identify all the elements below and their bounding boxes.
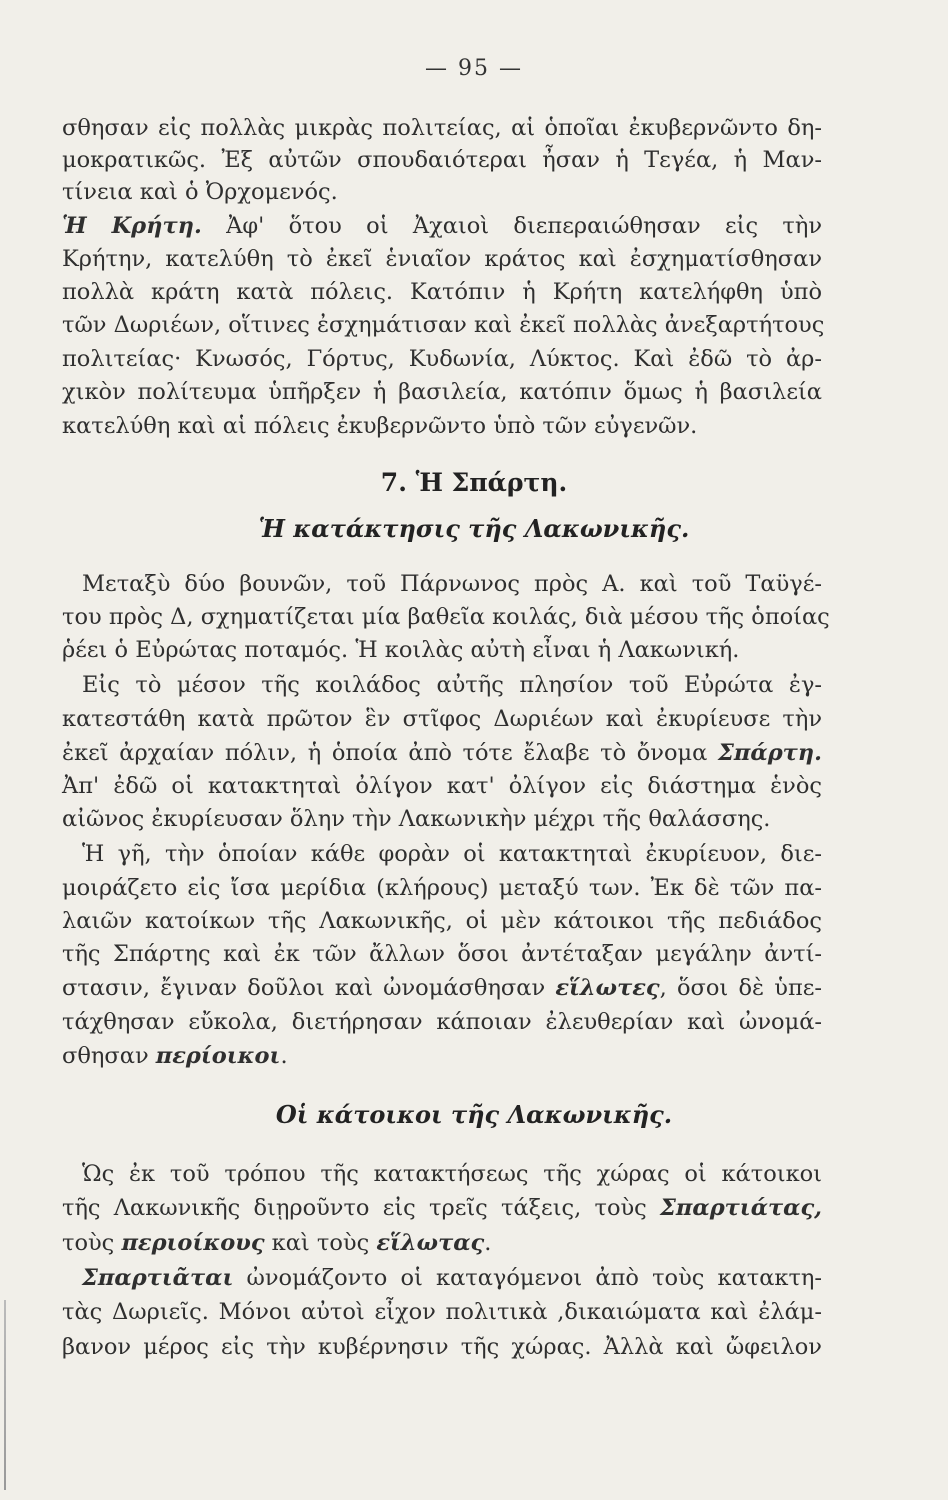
text-line: Μεταξὺ δύο βουνῶν, τοῦ Πάρνωνος πρὸς Α. καὶ τοῦ Ταϋγέ-	[82, 571, 822, 597]
text-line: λαιῶν κατοίκων τῆς Λακωνικῆς, οἱ μὲν κάτοικοι τῆς πεδιάδος	[62, 908, 822, 934]
spartiates-term: Σπαρτιᾶται	[82, 1265, 234, 1291]
text-span: στασιν, ἔγιναν δοῦλοι καὶ ὠνομάσθησαν	[62, 975, 556, 1001]
text-line	[62, 972, 822, 1004]
page-edge-shadow	[4, 1300, 6, 1490]
text-span: καὶ τοὺς	[264, 1230, 377, 1256]
text-line: Κρήτην, κατελύθη τὸ ἐκεῖ ἑνιαῖον κράτος καὶ ἐσχηματίσθησαν	[62, 246, 822, 272]
text-line: κατελύθη καὶ αἱ πόλεις ἐκυβερνῶντο ὑπὸ τῶν εὐγενῶν.	[62, 413, 698, 439]
spartiates-term: Σπαρτιάτας,	[660, 1195, 822, 1221]
text-line: κατεστάθη κατὰ πρῶτον ἓν στῖφος Δωριέων καὶ ἐκυρίευσε τὴν	[62, 706, 822, 732]
text-line: Ἡ γῆ, τὴν ὁποίαν κάθε φορὰν οἱ κατακτηταὶ ἐκυρίευον, διε-	[82, 841, 822, 867]
helots-term: εἵλωτας	[376, 1230, 485, 1256]
text-line: του πρὸς Δ, σχηματίζεται μία βαθεῖα κοιλάς, διὰ μέσου τῆς ὁποίας	[62, 604, 830, 630]
text-line: Ἀπ' ἐδῶ οἱ κατακτηταὶ ὀλίγον κατ' ὀλίγον εἰς διάστημα ἑνὸς	[62, 773, 822, 799]
text-span: ἐκεῖ ἀρχαίαν πόλιν, ἡ ὁποία ἀπὸ τότε ἔλαβε τὸ ὄνομα	[62, 740, 718, 766]
perioikoi-term: περίοικοι	[155, 1043, 281, 1069]
text-span: σθησαν	[62, 1043, 156, 1069]
text-line: πολλὰ κράτη κατὰ πόλεις. Κατόπιν ἡ Κρήτη κατελήφθη ὑπὸ	[62, 279, 822, 305]
text-line	[62, 1040, 822, 1072]
text-line: τάχθησαν εὔκολα, διετήρησαν κάποιαν ἐλευθερίαν καὶ ὠνομά-	[62, 1009, 822, 1035]
text-span: .	[280, 1043, 288, 1069]
text-line: αἰῶνος ἐκυρίευσαν ὅλην τὴν Λακωνικὴν μέχρι τῆς θαλάσσης.	[62, 806, 771, 832]
text-span: .	[484, 1230, 492, 1256]
text-line: ῥέει ὁ Εὐρώτας ποταμός. Ἡ κοιλὰς αὐτὴ εἶναι ἡ Λακωνική.	[62, 637, 740, 663]
text-line	[82, 1262, 822, 1294]
text-line: χικὸν πολίτευμα ὑπῆρξεν ἡ βασιλεία, κατόπιν ὅμως ἡ βασιλεία	[62, 379, 822, 405]
text-line: Εἰς τὸ μέσον τῆς κοιλάδος αὐτῆς πλησίον τοῦ Εὐρώτα ἐγ-	[82, 672, 822, 698]
text-span: τῆς Λακωνικῆς διῃροῦντο εἰς τρεῖς τάξεις, τοὺς	[62, 1195, 661, 1221]
perioikoi-term: περιοίκους	[121, 1230, 265, 1256]
text-line: τῶν Δωριέων, οἵτινες ἐσχημάτισαν καὶ ἐκεῖ πολλὰς ἀνεξαρτήτους	[62, 312, 825, 338]
page-number: — 95 —	[425, 56, 523, 81]
text-line: Ὡς ἐκ τοῦ τρόπου τῆς κατακτήσεως τῆς χώρας οἱ κάτοικοι	[82, 1161, 822, 1187]
crete-first-line: Ἀφ' ὅτου οἱ Ἀχαιοὶ διεπεραιώθησαν εἰς τὴν	[201, 213, 823, 239]
sparta-term: Σπάρτη.	[718, 740, 822, 766]
text-span: τοὺς	[62, 1230, 122, 1256]
crete-label: Ἡ Κρήτη.	[62, 213, 202, 239]
text-line	[62, 1192, 822, 1224]
text-line: πολιτείας· Κνωσός, Γόρτυς, Κυδωνία, Λύκτος. Καὶ ἐδῶ τὸ ἀρ-	[62, 346, 822, 372]
text-line: τῆς Σπάρτης καὶ ἐκ τῶν ἄλλων ὅσοι ἀντέταξαν μεγάλην ἀντί-	[62, 941, 822, 967]
section-heading: 7. Ἡ Σπάρτη.	[380, 468, 568, 497]
text-line: μοκρατικῶς. Ἐξ αὐτῶν σπουδαιότεραι ἦσαν ἡ Τεγέα, ἡ Μαν-	[62, 147, 822, 173]
text-line: βανον μέρος εἰς τὴν κυβέρνησιν τῆς χώρας. Ἀλλὰ καὶ ὤφειλον	[62, 1334, 822, 1360]
text-span: ὠνομάζοντο οἱ καταγόμενοι ἀπὸ τοὺς κατακτη-	[233, 1265, 822, 1291]
text-line: μοιράζετο εἰς ἴσα μερίδια (κλήρους) μεταξύ των. Ἐκ δὲ τῶν πα-	[62, 875, 822, 901]
text-line	[62, 737, 822, 769]
text-span: , ὅσοι δὲ ὑπε-	[659, 975, 822, 1001]
text-line: σθησαν εἰς πολλὰς μικρὰς πολιτείας, αἱ ὁποῖαι ἐκυβερνῶντο δη-	[62, 115, 822, 141]
section-heading-inhabitants: Οἱ κάτοικοι τῆς Λακωνικῆς.	[275, 1100, 673, 1129]
helots-term: εἵλωτες	[555, 975, 660, 1001]
text-line: τὰς Δωριεῖς. Μόνοι αὐτοὶ εἶχον πολιτικὰ ,δικαιώματα καὶ ἐλάμ-	[62, 1299, 822, 1325]
subsection-heading: Ἡ κατάκτησις τῆς Λακωνικῆς.	[258, 514, 690, 543]
text-line: τίνεια καὶ ὁ Ὀρχομενός.	[62, 179, 338, 205]
text-line	[62, 210, 822, 242]
text-line	[62, 1227, 822, 1259]
